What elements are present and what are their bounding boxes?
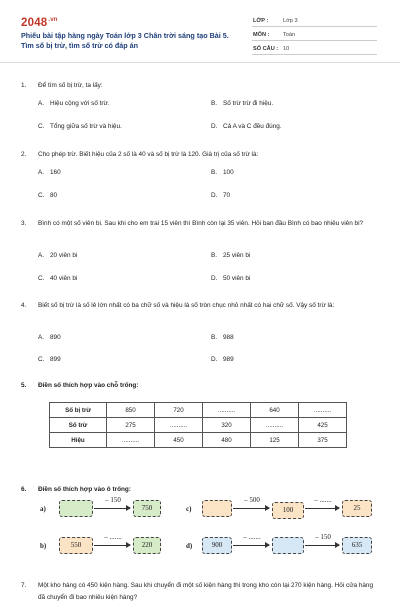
operation-label[interactable]: – ....... [243,533,261,541]
q3-option-d[interactable]: D. 50 viên bi [211,275,251,282]
q1-option-d[interactable]: D. Cả A và C đều đúng. [211,123,282,130]
q2-option-a[interactable]: A. 160 [38,169,61,176]
q3-option-b[interactable]: B. 25 viên bi [211,252,251,259]
question-count-field: SỐ CÂU : 10 [252,43,377,55]
q3-option-c[interactable]: C. 40 viên bi [38,275,78,282]
arrow-icon [94,545,130,546]
part-a-label: a) [40,505,46,513]
part-b-label: b) [40,542,47,550]
table-cell-blank[interactable]: .......... [107,433,155,448]
q3-option-a[interactable]: A. 20 viên bi [38,252,78,259]
subject-field: MÔN : Toán [252,29,377,41]
worksheet-title: Phiếu bài tập hàng ngày Toán lớp 3 Chân trời sáng tạo Bài 5. Tìm số bị trừ, tìm số trừ có đáp án [21,31,229,50]
table-cell: 275 [107,418,155,433]
start-box: 550 [59,537,93,554]
operation-label: – 150 [105,496,121,504]
table-row [50,403,347,418]
arrow-icon [233,545,269,546]
worksheet-header [0,0,400,63]
table-cell-blank[interactable]: .......... [203,403,251,418]
q1-option-a[interactable]: A. Hiệu cộng với số trừ. [38,100,110,107]
result-box: 220 [133,537,161,554]
worksheet-page: $2048^{.vn}$ Phiếu bài tập hàng ngày Toán lớp 3 Chân trời sáng tạo Bài 5. Tìm số bị trừ, tìm số trừ có đáp án LỚP : Lớp 3 MÔN : Toán SỐ CÂU : 10 1. Để tìm số bị trừ, ta lấy: A. Hiệu cộng với số trừ. B. Số trừ trừ đi hiệu. C. Tổng giữa số trừ và hiệu. D. Cả A và C đều đúng. 2. Cho phép trừ. Biết hiệu của 2 số là 40 và số bị trừ là 120. Giá trị của số trừ là: A. 160 B. 100 C. 80 D. 70 3. Bình có một số viên bi. Sau khi cho em trai 15 viên thì Bình còn lại 35 viên. Hỏi ban đầu Bình có bao nhiêu viên bi? A. 20 viên bi B. 25 viên bi C. 40 viên bi D. 50 viên bi 4. Biết số bị trừ là số lẻ lớn nhất có ba chữ số và hiệu là số tròn chục nhỏ nhất có hai chữ số. Vậy số trừ là: A. 890 B. 988 C. 899 D. 989 5. Điền số thích hợp vào chỗ trống: Số bị trừ 850 720 .......... 640 .......... Số trừ 275 .......... 320 .......... 425 Hiệu .......... 450 480 125 375 6. Điền số thích hợp vào ô trống: a) – 150 750 c) – 500 100 – ....... 25 b) 550 – ....... 220 d) 900 – ....... – 150 635 7. Một kho hàng có 450 kiện hàng. Sau khi chuyển đi một số kiện hàng thì trong kho còn lại 270 kiện hàng. Hỏi cửa hàng đã chuyển đi bao nhiêu kiện hàng? [0,0,400,600]
table-cell: 450 [155,433,203,448]
operation-label: – 500 [244,496,260,504]
table-row-header: Hiệu [50,433,107,448]
operation-label: – 150 [315,533,331,541]
table-cell: 125 [251,433,299,448]
part-d-label: d) [186,542,193,550]
q4-option-d[interactable]: D. 989 [211,356,234,363]
arrow-icon [305,545,339,546]
q1-option-c[interactable]: C. Tổng giữa số trừ và hiệu. [38,123,122,130]
q4-option-b[interactable]: B. 988 [211,334,234,341]
arrow-icon [305,508,339,509]
result-box: 25 [342,500,372,517]
table-row [50,418,347,433]
class-field: LỚP : Lớp 3 [252,15,377,27]
table-row-header: Số trừ [50,418,107,433]
arrow-icon [233,508,269,509]
table-cell: 425 [299,418,347,433]
site-logo[interactable]: $2048^{.vn}$ [21,17,58,29]
table-cell: 850 [107,403,155,418]
table-row-header: Số bị trừ [50,403,107,418]
table-cell-blank[interactable]: .......... [155,418,203,433]
q4-option-a[interactable]: A. 890 [38,334,61,341]
result-box: 635 [342,537,372,554]
q2-option-b[interactable]: B. 100 [211,169,234,176]
q1-option-b[interactable]: B. Số trừ trừ đi hiệu. [211,100,274,107]
table-cell-blank[interactable]: .......... [299,403,347,418]
operation-label[interactable]: – ....... [314,496,332,504]
table-cell: 720 [155,403,203,418]
start-box: 900 [202,537,232,554]
blank-box[interactable] [202,500,232,517]
q2-option-c[interactable]: C. 80 [38,192,58,199]
blank-box[interactable] [272,537,304,554]
table-cell-blank[interactable]: .......... [251,418,299,433]
blank-box[interactable] [59,500,93,517]
table-cell: 320 [203,418,251,433]
result-box: 750 [133,500,161,517]
arrow-icon [94,508,130,509]
table-cell: 480 [203,433,251,448]
table-cell: 375 [299,433,347,448]
q2-option-d[interactable]: D. 70 [211,192,231,199]
subtraction-table [49,402,347,448]
part-c-label: c) [186,505,192,513]
operation-label[interactable]: – ....... [104,533,122,541]
table-row [50,433,347,448]
q4-option-c[interactable]: C. 899 [38,356,61,363]
middle-box: 100 [272,502,304,519]
table-cell: 640 [251,403,299,418]
